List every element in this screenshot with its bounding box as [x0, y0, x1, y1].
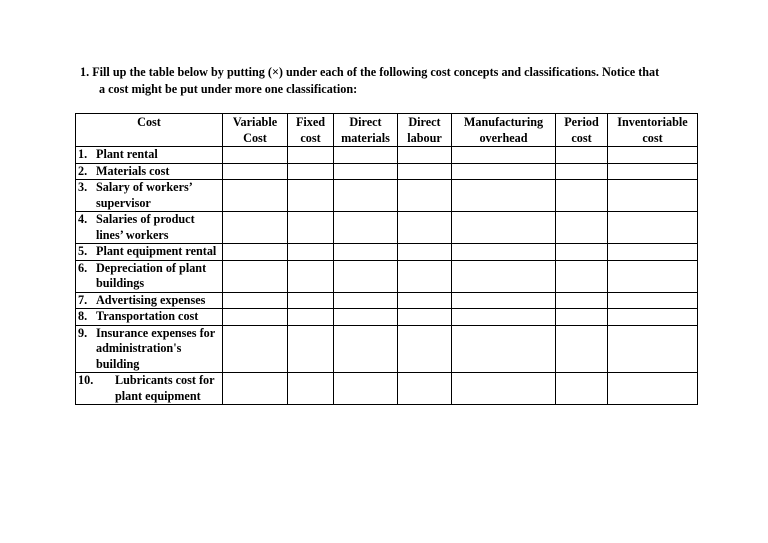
- answer-cell[interactable]: [288, 147, 334, 164]
- answer-cell[interactable]: [452, 292, 556, 309]
- cost-item-cell: [76, 163, 223, 180]
- answer-cell[interactable]: [334, 309, 398, 326]
- header-line-2: cost: [300, 130, 321, 145]
- cost-classification-table: [75, 113, 698, 405]
- answer-cell[interactable]: [452, 147, 556, 164]
- cost-item-number: 2.: [78, 163, 88, 178]
- cost-item-label: Lubricants cost for plant equipment: [115, 373, 215, 403]
- header-line-1: Direct: [349, 115, 382, 129]
- answer-cell[interactable]: [452, 212, 556, 244]
- header-period-cost: [556, 114, 608, 147]
- cost-item-number: 10.: [78, 373, 94, 387]
- answer-cell[interactable]: [288, 244, 334, 261]
- header-line-2: overhead: [479, 130, 528, 145]
- answer-cell[interactable]: [452, 180, 556, 212]
- answer-cell[interactable]: [288, 373, 334, 405]
- table-row: [76, 292, 698, 309]
- cost-item-cell: [76, 325, 223, 373]
- answer-cell[interactable]: [556, 373, 608, 405]
- question-line-2: a cost might be put under more one classification:: [99, 82, 358, 96]
- answer-cell[interactable]: [608, 325, 698, 373]
- header-variable-cost: [223, 114, 288, 147]
- answer-cell[interactable]: [608, 180, 698, 212]
- answer-cell[interactable]: [452, 244, 556, 261]
- answer-cell[interactable]: [334, 212, 398, 244]
- cost-item-cell: [76, 292, 223, 309]
- cost-item-number: 3.: [78, 180, 88, 194]
- answer-cell[interactable]: [398, 325, 452, 373]
- header-line-1: Inventoriable: [617, 115, 688, 129]
- table-body: [76, 147, 698, 405]
- table-row: [76, 373, 698, 405]
- cost-item-cell: [76, 244, 223, 261]
- answer-cell[interactable]: [223, 244, 288, 261]
- answer-cell[interactable]: [223, 163, 288, 180]
- cost-item-number: 9.: [78, 325, 88, 340]
- answer-cell[interactable]: [452, 309, 556, 326]
- answer-cell[interactable]: [452, 260, 556, 292]
- answer-cell[interactable]: [608, 244, 698, 261]
- cost-item-number: 6.: [78, 260, 88, 275]
- answer-cell[interactable]: [608, 309, 698, 326]
- answer-cell[interactable]: [334, 260, 398, 292]
- answer-cell[interactable]: [608, 163, 698, 180]
- header-line-2: labour: [407, 130, 442, 145]
- cost-item-label: Advertising expenses: [96, 292, 206, 307]
- cost-item-cell: [76, 147, 223, 164]
- answer-cell[interactable]: [334, 373, 398, 405]
- answer-cell[interactable]: [556, 260, 608, 292]
- header-line-2: cost: [642, 130, 663, 145]
- header-line-1: Variable: [232, 115, 278, 129]
- table-row: [76, 212, 698, 244]
- cost-item-cell: [76, 260, 223, 292]
- answer-cell[interactable]: [334, 292, 398, 309]
- answer-cell[interactable]: [398, 212, 452, 244]
- header-inventoriable-cost: [608, 114, 698, 147]
- answer-cell[interactable]: [556, 163, 608, 180]
- answer-cell[interactable]: [398, 244, 452, 261]
- answer-cell[interactable]: [398, 180, 452, 212]
- answer-cell[interactable]: [556, 309, 608, 326]
- answer-cell[interactable]: [608, 212, 698, 244]
- cost-item-cell: [76, 309, 223, 326]
- cost-item-cell: [76, 212, 223, 244]
- answer-cell[interactable]: [556, 212, 608, 244]
- answer-cell[interactable]: [398, 163, 452, 180]
- cost-item-label: Transportation cost: [96, 309, 199, 323]
- answer-cell[interactable]: [223, 373, 288, 405]
- cost-item-label: Plant rental: [96, 147, 158, 161]
- cost-item-number: 4.: [78, 212, 88, 226]
- answer-cell[interactable]: [334, 325, 398, 373]
- answer-cell[interactable]: [223, 325, 288, 373]
- answer-cell[interactable]: [288, 163, 334, 180]
- cost-item-cell: [76, 373, 223, 405]
- answer-cell[interactable]: [223, 212, 288, 244]
- answer-cell[interactable]: [334, 147, 398, 164]
- header-cost: [76, 114, 223, 147]
- table-row: [76, 309, 698, 326]
- answer-cell[interactable]: [223, 309, 288, 326]
- answer-cell[interactable]: [223, 292, 288, 309]
- cost-item-number: 8.: [78, 309, 88, 323]
- cost-item-label: Materials cost: [96, 163, 170, 178]
- table-row: [76, 180, 698, 212]
- answer-cell[interactable]: [556, 180, 608, 212]
- answer-cell[interactable]: [608, 292, 698, 309]
- table-row: [76, 163, 698, 180]
- cost-item-cell: [76, 180, 223, 212]
- header-direct-labour: [398, 114, 452, 147]
- table-row: [76, 260, 698, 292]
- header-line-1: Fixed: [295, 115, 326, 129]
- table-row: [76, 147, 698, 164]
- answer-cell[interactable]: [223, 180, 288, 212]
- cost-item-number: 5.: [78, 244, 88, 258]
- header-line-1: Direct: [408, 115, 441, 129]
- answer-cell[interactable]: [288, 309, 334, 326]
- answer-cell[interactable]: [556, 244, 608, 261]
- answer-cell[interactable]: [398, 309, 452, 326]
- cost-item-label: Salaries of product lines’ workers: [96, 212, 195, 242]
- header-line-1: Cost: [137, 115, 161, 129]
- answer-cell[interactable]: [556, 147, 608, 164]
- answer-cell[interactable]: [398, 147, 452, 164]
- table-row: [76, 244, 698, 261]
- table-row: [76, 325, 698, 373]
- answer-cell[interactable]: [334, 163, 398, 180]
- cost-item-label: Salary of workers’ supervisor: [96, 180, 192, 210]
- table-header-row: [76, 114, 698, 147]
- answer-cell[interactable]: [223, 260, 288, 292]
- header-line-2: cost: [571, 130, 592, 145]
- header-manufacturing-overhead: [452, 114, 556, 147]
- header-line-2: Cost: [243, 130, 267, 145]
- cost-item-label: Depreciation of plant buildings: [96, 260, 207, 290]
- header-line-1: Period: [564, 115, 599, 129]
- answer-cell[interactable]: [398, 373, 452, 405]
- question-text: [80, 64, 720, 98]
- answer-cell[interactable]: [398, 292, 452, 309]
- header-direct-materials: [334, 114, 398, 147]
- cost-item-number: 7.: [78, 292, 88, 307]
- answer-cell[interactable]: [288, 292, 334, 309]
- header-fixed-cost: [288, 114, 334, 147]
- question-line-1: 1. Fill up the table below by putting (×) under each of the following cost concepts and classifications. Notice that: [80, 65, 660, 79]
- answer-cell[interactable]: [288, 212, 334, 244]
- header-line-2: materials: [341, 130, 390, 145]
- answer-cell[interactable]: [334, 244, 398, 261]
- answer-cell[interactable]: [452, 325, 556, 373]
- answer-cell[interactable]: [608, 373, 698, 405]
- cost-item-label: Insurance expenses for administration's building: [96, 325, 215, 371]
- answer-cell[interactable]: [608, 147, 698, 164]
- answer-cell[interactable]: [334, 180, 398, 212]
- answer-cell[interactable]: [452, 163, 556, 180]
- cost-item-number: 1.: [78, 147, 88, 161]
- answer-cell[interactable]: [223, 147, 288, 164]
- header-line-1: Manufacturing: [463, 115, 544, 129]
- answer-cell[interactable]: [288, 260, 334, 292]
- answer-cell[interactable]: [452, 373, 556, 405]
- answer-cell[interactable]: [398, 260, 452, 292]
- answer-cell[interactable]: [556, 292, 608, 309]
- answer-cell[interactable]: [556, 325, 608, 373]
- answer-cell[interactable]: [288, 180, 334, 212]
- answer-cell[interactable]: [608, 260, 698, 292]
- cost-item-label: Plant equipment rental: [96, 244, 217, 258]
- answer-cell[interactable]: [288, 325, 334, 373]
